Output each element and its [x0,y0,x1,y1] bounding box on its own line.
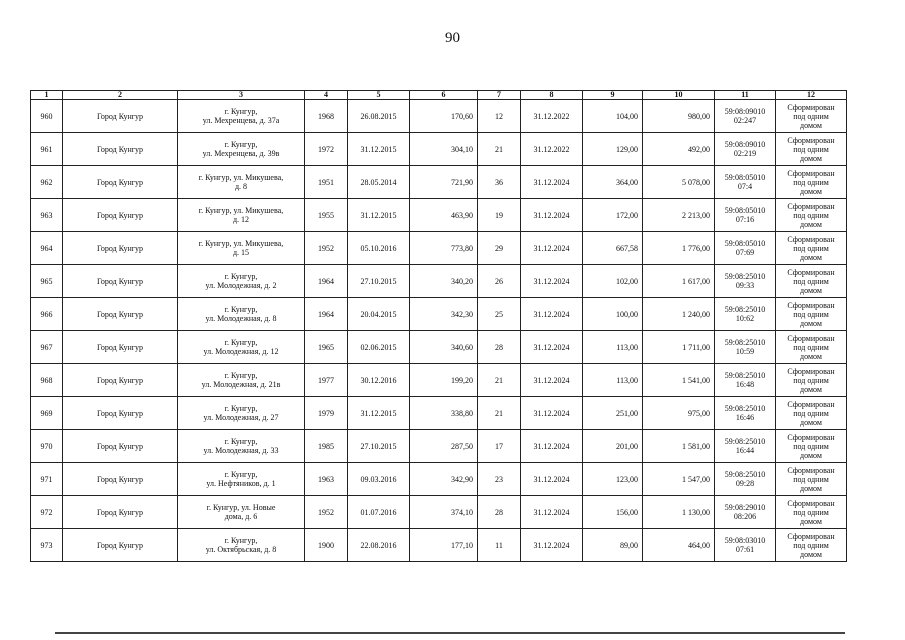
amount-cell: 464,00 [643,529,715,562]
deadline-cell: 31.12.2024 [521,529,583,562]
year-built-cell: 1952 [305,232,348,265]
area-cell: 338,80 [410,397,478,430]
area-cell: 287,50 [410,430,478,463]
deadline-cell: 31.12.2024 [521,199,583,232]
date-cell: 02.06.2015 [348,331,410,364]
date-cell: 27.10.2015 [348,430,410,463]
table-row [31,397,847,430]
status-cell: Сформирован под одним домом [776,397,847,430]
amount-cell: 1 541,00 [643,364,715,397]
land-area-cell: 201,00 [583,430,643,463]
address-cell: г. Кунгур, ул. Молодежная, д. 8 [178,298,305,331]
address-cell: г. Кунгур, ул. Молодежная, д. 12 [178,331,305,364]
address-cell: г. Кунгур, ул. Молодежная, д. 21в [178,364,305,397]
municipality-cell: Город Кунгур [63,232,178,265]
land-area-cell: 102,00 [583,265,643,298]
row-number-cell: 960 [31,100,63,133]
status-cell: Сформирован под одним домом [776,331,847,364]
municipality-cell: Город Кунгур [63,265,178,298]
residents-cell: 29 [478,232,521,265]
land-area-cell: 123,00 [583,463,643,496]
date-cell: 31.12.2015 [348,133,410,166]
area-cell: 340,20 [410,265,478,298]
municipality-cell: Город Кунгур [63,133,178,166]
amount-cell: 1 581,00 [643,430,715,463]
cadastral-number-cell: 59:08:25010 16:46 [715,397,776,430]
row-number-cell: 973 [31,529,63,562]
municipality-cell: Город Кунгур [63,199,178,232]
residents-cell: 26 [478,265,521,298]
column-number-header: 2 [63,91,178,100]
row-number-cell: 971 [31,463,63,496]
area-cell: 374,10 [410,496,478,529]
municipality-cell: Город Кунгур [63,364,178,397]
status-cell: Сформирован под одним домом [776,133,847,166]
deadline-cell: 31.12.2024 [521,364,583,397]
column-number-header: 1 [31,91,63,100]
residents-cell: 28 [478,496,521,529]
year-built-cell: 1968 [305,100,348,133]
amount-cell: 1 547,00 [643,463,715,496]
land-area-cell: 667,58 [583,232,643,265]
row-number-cell: 972 [31,496,63,529]
area-cell: 721,90 [410,166,478,199]
area-cell: 177,10 [410,529,478,562]
deadline-cell: 31.12.2024 [521,463,583,496]
municipality-cell: Город Кунгур [63,331,178,364]
residents-cell: 23 [478,463,521,496]
area-cell: 170,60 [410,100,478,133]
table-row [31,364,847,397]
table-row [31,265,847,298]
municipality-cell: Город Кунгур [63,166,178,199]
table-row [31,133,847,166]
area-cell: 342,90 [410,463,478,496]
date-cell: 22.08.2016 [348,529,410,562]
year-built-cell: 1972 [305,133,348,166]
address-cell: г. Кунгур, ул. Нефтяников, д. 1 [178,463,305,496]
table-row [31,166,847,199]
date-cell: 27.10.2015 [348,265,410,298]
year-built-cell: 1977 [305,364,348,397]
address-cell: г. Кунгур, ул. Молодежная, д. 2 [178,265,305,298]
land-area-cell: 156,00 [583,496,643,529]
column-number-header: 5 [348,91,410,100]
status-cell: Сформирован под одним домом [776,100,847,133]
date-cell: 28.05.2014 [348,166,410,199]
column-number-header: 3 [178,91,305,100]
address-cell: г. Кунгур, ул. Мехренцева, д. 37а [178,100,305,133]
amount-cell: 1 711,00 [643,331,715,364]
footer-rule [55,632,845,634]
status-cell: Сформирован под одним домом [776,430,847,463]
date-cell: 30.12.2016 [348,364,410,397]
land-area-cell: 172,00 [583,199,643,232]
amount-cell: 1 130,00 [643,496,715,529]
municipality-cell: Город Кунгур [63,298,178,331]
status-cell: Сформирован под одним домом [776,496,847,529]
row-number-cell: 967 [31,331,63,364]
municipality-cell: Город Кунгур [63,430,178,463]
year-built-cell: 1955 [305,199,348,232]
address-cell: г. Кунгур, ул. Октябрьская, д. 8 [178,529,305,562]
year-built-cell: 1900 [305,529,348,562]
date-cell: 01.07.2016 [348,496,410,529]
cadastral-number-cell: 59:08:09010 02:219 [715,133,776,166]
amount-cell: 2 213,00 [643,199,715,232]
date-cell: 31.12.2015 [348,397,410,430]
residents-cell: 36 [478,166,521,199]
municipality-cell: Город Кунгур [63,529,178,562]
address-cell: г. Кунгур, ул. Новые дома, д. 6 [178,496,305,529]
row-number-cell: 964 [31,232,63,265]
land-area-cell: 251,00 [583,397,643,430]
status-cell: Сформирован под одним домом [776,529,847,562]
cadastral-number-cell: 59:08:25010 16:48 [715,364,776,397]
table-body [31,100,847,562]
residents-cell: 25 [478,298,521,331]
row-number-cell: 963 [31,199,63,232]
deadline-cell: 31.12.2022 [521,100,583,133]
amount-cell: 975,00 [643,397,715,430]
row-number-cell: 961 [31,133,63,166]
table-row [31,232,847,265]
date-cell: 26.08.2015 [348,100,410,133]
deadline-cell: 31.12.2024 [521,397,583,430]
land-area-cell: 89,00 [583,529,643,562]
area-cell: 342,30 [410,298,478,331]
deadline-cell: 31.12.2024 [521,166,583,199]
column-number-header: 4 [305,91,348,100]
year-built-cell: 1964 [305,298,348,331]
address-cell: г. Кунгур, ул. Микушева, д. 15 [178,232,305,265]
status-cell: Сформирован под одним домом [776,199,847,232]
deadline-cell: 31.12.2024 [521,298,583,331]
residents-cell: 11 [478,529,521,562]
column-number-header: 12 [776,91,847,100]
amount-cell: 1 617,00 [643,265,715,298]
amount-cell: 980,00 [643,100,715,133]
housing-registry-table [30,90,847,562]
address-cell: г. Кунгур, ул. Микушева, д. 12 [178,199,305,232]
area-cell: 199,20 [410,364,478,397]
row-number-cell: 969 [31,397,63,430]
cadastral-number-cell: 59:08:25010 10:59 [715,331,776,364]
date-cell: 09.03.2016 [348,463,410,496]
year-built-cell: 1964 [305,265,348,298]
municipality-cell: Город Кунгур [63,463,178,496]
page-number: 90 [445,30,460,46]
residents-cell: 21 [478,133,521,166]
residents-cell: 12 [478,100,521,133]
land-area-cell: 104,00 [583,100,643,133]
row-number-cell: 962 [31,166,63,199]
column-number-header: 9 [583,91,643,100]
residents-cell: 19 [478,199,521,232]
deadline-cell: 31.12.2024 [521,232,583,265]
cadastral-number-cell: 59:08:05010 07:4 [715,166,776,199]
area-cell: 304,10 [410,133,478,166]
amount-cell: 1 776,00 [643,232,715,265]
year-built-cell: 1952 [305,496,348,529]
table-row [31,331,847,364]
cadastral-number-cell: 59:08:25010 10:62 [715,298,776,331]
address-cell: г. Кунгур, ул. Молодежная, д. 33 [178,430,305,463]
status-cell: Сформирован под одним домом [776,463,847,496]
land-area-cell: 100,00 [583,298,643,331]
cadastral-number-cell: 59:08:29010 08:206 [715,496,776,529]
year-built-cell: 1963 [305,463,348,496]
area-cell: 773,80 [410,232,478,265]
residents-cell: 21 [478,364,521,397]
amount-cell: 5 078,00 [643,166,715,199]
municipality-cell: Город Кунгур [63,397,178,430]
table-row [31,463,847,496]
deadline-cell: 31.12.2024 [521,265,583,298]
table-row [31,496,847,529]
date-cell: 20.04.2015 [348,298,410,331]
land-area-cell: 364,00 [583,166,643,199]
column-number-header: 6 [410,91,478,100]
row-number-cell: 966 [31,298,63,331]
cadastral-number-cell: 59:08:03010 07:61 [715,529,776,562]
column-number-header: 8 [521,91,583,100]
row-number-cell: 970 [31,430,63,463]
status-cell: Сформирован под одним домом [776,166,847,199]
area-cell: 340,60 [410,331,478,364]
residents-cell: 28 [478,331,521,364]
cadastral-number-cell: 59:08:05010 07:16 [715,199,776,232]
municipality-cell: Город Кунгур [63,100,178,133]
address-cell: г. Кунгур, ул. Молодежная, д. 27 [178,397,305,430]
column-number-header: 10 [643,91,715,100]
cadastral-number-cell: 59:08:05010 07:69 [715,232,776,265]
date-cell: 05.10.2016 [348,232,410,265]
area-cell: 463,90 [410,199,478,232]
deadline-cell: 31.12.2024 [521,331,583,364]
column-number-header: 11 [715,91,776,100]
deadline-cell: 31.12.2024 [521,496,583,529]
cadastral-number-cell: 59:08:25010 09:33 [715,265,776,298]
column-number-row [31,91,847,100]
date-cell: 31.12.2015 [348,199,410,232]
cadastral-number-cell: 59:08:09010 02:247 [715,100,776,133]
address-cell: г. Кунгур, ул. Микушева, д. 8 [178,166,305,199]
land-area-cell: 113,00 [583,364,643,397]
cadastral-number-cell: 59:08:25010 16:44 [715,430,776,463]
residents-cell: 21 [478,397,521,430]
status-cell: Сформирован под одним домом [776,232,847,265]
table-row [31,529,847,562]
land-area-cell: 129,00 [583,133,643,166]
year-built-cell: 1985 [305,430,348,463]
row-number-cell: 968 [31,364,63,397]
table-row [31,100,847,133]
municipality-cell: Город Кунгур [63,496,178,529]
address-cell: г. Кунгур, ул. Мехренцева, д. 39в [178,133,305,166]
deadline-cell: 31.12.2024 [521,430,583,463]
table-row [31,199,847,232]
year-built-cell: 1979 [305,397,348,430]
row-number-cell: 965 [31,265,63,298]
table-row [31,298,847,331]
residents-cell: 17 [478,430,521,463]
year-built-cell: 1965 [305,331,348,364]
amount-cell: 1 240,00 [643,298,715,331]
deadline-cell: 31.12.2022 [521,133,583,166]
table-row [31,430,847,463]
amount-cell: 492,00 [643,133,715,166]
status-cell: Сформирован под одним домом [776,265,847,298]
land-area-cell: 113,00 [583,331,643,364]
column-number-header: 7 [478,91,521,100]
year-built-cell: 1951 [305,166,348,199]
status-cell: Сформирован под одним домом [776,298,847,331]
status-cell: Сформирован под одним домом [776,364,847,397]
cadastral-number-cell: 59:08:25010 09:28 [715,463,776,496]
